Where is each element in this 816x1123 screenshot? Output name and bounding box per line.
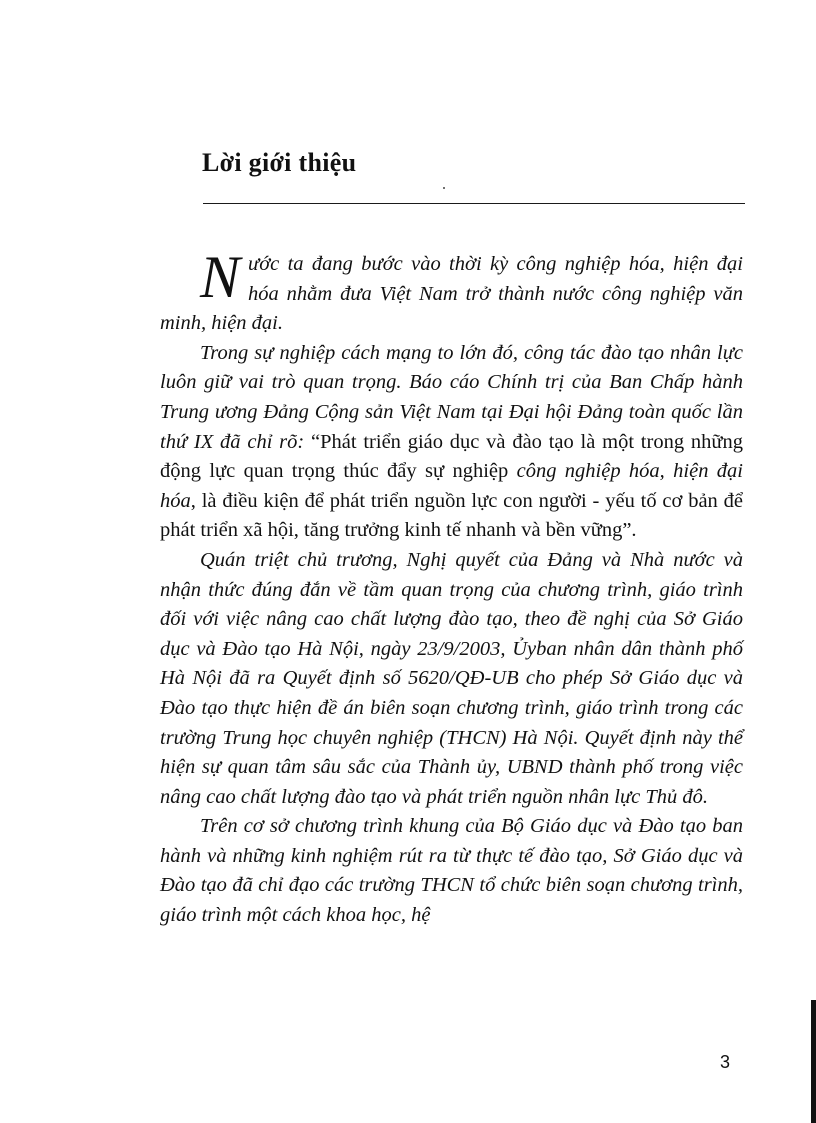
paragraph-2-italic: Trong sự nghiệp cách mạng to lớn đó, công tác đào tạo nhân lực luôn giữ vai trò quan trọng. Báo cáo Chính trị của Ban Chấp hành Trung ương Đảng Cộng sản Việt Nam tại Đại hội Đảng toàn quốc lần thứ IX đã chỉ rõ: — [160, 341, 743, 453]
page-number: 3 — [720, 1052, 731, 1072]
page-title: Lời giới thiệu — [202, 148, 357, 177]
paragraph-1 — [160, 244, 743, 339]
paragraph-1-text: ước ta đang bước vào thời kỳ công nghiệp hóa, hiện đại hóa nhằm đưa Việt Nam trở thành nước công nghiệp văn minh, hiện đại. — [160, 253, 743, 335]
paragraph-2 — [160, 339, 743, 546]
paragraph-3: Quán triệt chủ trương, Nghị quyết của Đảng và Nhà nước và nhận thức đúng đắn về tầm quan trọng của chương trình, giáo trình đối với việc nâng cao chất lượng đào tạo, theo đề nghị của Sở Giáo dục và Đào tạo Hà Nội, ngày 23/9/2003, Ủyban nhân dân thành phố Hà Nội đã ra Quyết định số 5620/QĐ-UB cho phép Sở Giáo dục và Đào tạo thực hiện đề án biên soạn chương trình, giáo trình trong các trường Trung học chuyên nghiệp (THCN) Hà Nội. Quyết định này thể hiện sự quan tâm sâu sắc của Thành ủy, UBND thành phố trong việc nâng cao chất lượng đào tạo và phát triển nguồn nhân lực Thủ đô. — [160, 548, 743, 808]
scan-speck — [443, 187, 445, 189]
paragraph-2-quote-italic: công nghiệp hóa, hiện đại hóa — [160, 460, 743, 512]
paragraph-4: Trên cơ sở chương trình khung của Bộ Giáo dục và Đào tạo ban hành và những kinh nghiệm rút ra từ thực tế đào tạo, Sở Giáo dục và Đào tạo đã chỉ đạo các trường THCN tổ chức biên soạn chương trình, giáo trình một cách khoa học, hệ — [160, 815, 743, 927]
paragraph-2-quote-end: , là điều kiện để phát triển nguồn lực con người - yếu tố cơ bản để phát triển xã hội, tăng trưởng kinh tế nhanh và bền vững”. — [160, 489, 743, 542]
drop-cap: N — [200, 244, 241, 310]
paragraph-2-quote-start: “Phát triển giáo dục và đào tạo là một trong những động lực quan trọng thúc đẩy sự nghiệp — [160, 430, 743, 483]
body-text — [160, 244, 743, 931]
title-underline — [203, 203, 745, 204]
scan-edge-shadow — [811, 1000, 816, 1123]
